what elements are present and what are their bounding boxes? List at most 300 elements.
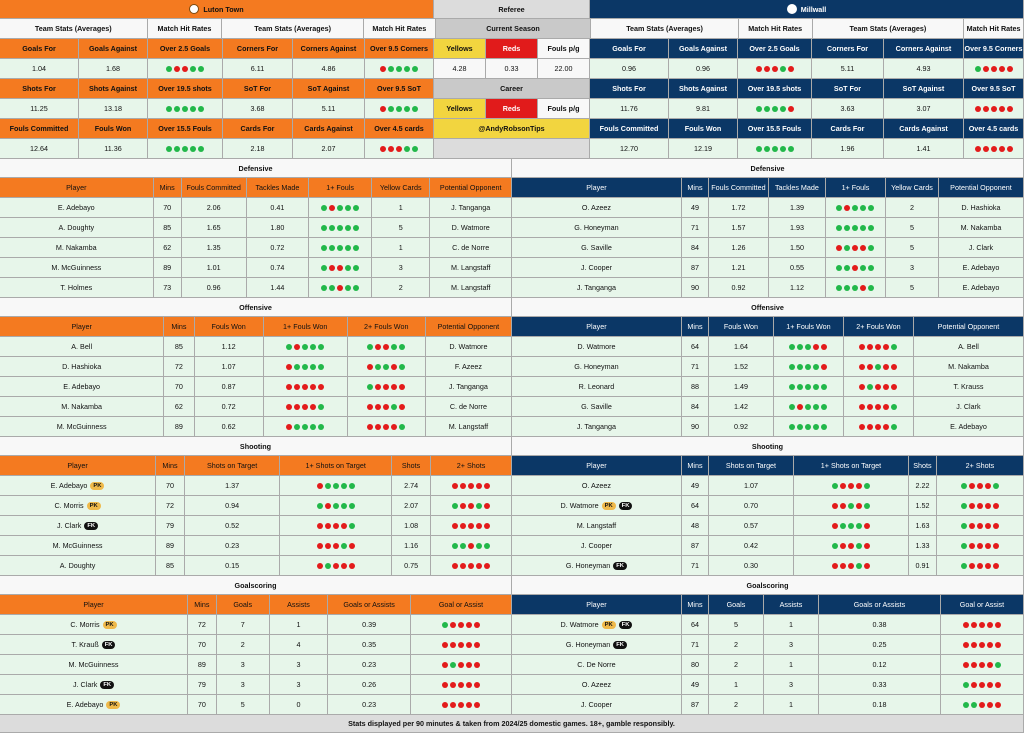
stat-label: Corners Against xyxy=(293,39,365,59)
green-dot xyxy=(844,285,850,291)
referee-title: Referee xyxy=(434,0,590,19)
table-cell: 4 xyxy=(270,635,328,655)
hit-rate-dots xyxy=(789,364,827,370)
table-cell: 1.65 xyxy=(182,218,247,238)
player-name-text: A. Doughty xyxy=(58,223,95,232)
hit-rate-dots xyxy=(844,357,914,377)
green-dot xyxy=(404,66,410,72)
table-cell: 0.57 xyxy=(709,516,794,536)
stat-value: 12.70 xyxy=(590,139,669,159)
stat-value: 2.07 xyxy=(293,139,365,159)
table-cell: 3 xyxy=(764,635,819,655)
player-name xyxy=(0,536,156,556)
referee-label: Yellows xyxy=(434,39,486,59)
green-dot xyxy=(321,285,327,291)
red-dot xyxy=(864,563,870,569)
red-dot xyxy=(294,384,300,390)
free-kick-taker-badge: FK xyxy=(619,502,633,510)
red-dot xyxy=(860,245,866,251)
hit-rate-dots xyxy=(832,503,870,509)
stat-label: Over 19.5 shots xyxy=(738,79,812,99)
table-cell: T. Krauss xyxy=(914,377,1024,397)
player-name xyxy=(512,556,682,576)
column-header: 1+ Shots on Target xyxy=(280,456,392,476)
hit-rate-dots xyxy=(961,523,999,529)
column-header: Mins xyxy=(682,456,709,476)
red-dot xyxy=(399,404,405,410)
table-cell: 89 xyxy=(154,258,182,278)
red-dot xyxy=(367,364,373,370)
hit-rate-dots xyxy=(321,265,359,271)
red-dot xyxy=(999,106,1005,112)
column-header: 1+ Fouls Won xyxy=(264,317,348,337)
table-cell: 85 xyxy=(164,337,194,357)
table-cell: 88 xyxy=(682,377,709,397)
table-cell: 0.52 xyxy=(185,516,281,536)
player-name xyxy=(0,377,164,397)
player-name xyxy=(0,556,156,576)
table-cell: M. Langstaff xyxy=(426,417,512,437)
hit-rate-dots xyxy=(348,397,426,417)
table-cell: 1.64 xyxy=(709,337,774,357)
stat-value: 9.81 xyxy=(669,99,738,119)
table-cell: 89 xyxy=(164,417,194,437)
red-dot xyxy=(442,682,448,688)
player-name-text: J. Cooper xyxy=(580,700,613,709)
handle: @AndyRobsonTips xyxy=(434,119,590,139)
table-cell: 3 xyxy=(764,675,819,695)
table-cell: 1.01 xyxy=(182,258,247,278)
team-name-luton xyxy=(0,0,434,19)
green-dot xyxy=(797,384,803,390)
stat-value: 0.96 xyxy=(669,59,738,79)
player-name-text: M. Langstaff xyxy=(576,521,617,530)
table-cell: 1.21 xyxy=(709,258,769,278)
column-header: 1+ Fouls Won xyxy=(774,317,844,337)
player-name-text: J. Cooper xyxy=(580,263,613,272)
red-dot xyxy=(993,523,999,529)
table-cell: 84 xyxy=(682,238,709,258)
blank xyxy=(434,139,590,159)
table-cell: J. Clark xyxy=(939,238,1024,258)
table-cell: 90 xyxy=(682,417,709,437)
red-dot xyxy=(317,563,323,569)
hit-rate-dots xyxy=(317,483,355,489)
table-cell: 85 xyxy=(156,556,185,576)
red-dot xyxy=(341,563,347,569)
referee-label: Reds xyxy=(486,39,538,59)
hit-rate-dots xyxy=(348,417,426,437)
stat-label: SoT For xyxy=(812,79,884,99)
table-cell: 0 xyxy=(270,695,328,715)
player-name xyxy=(0,635,188,655)
row xyxy=(0,79,1024,99)
table-cell: 0.23 xyxy=(328,695,411,715)
table-cell: 3 xyxy=(217,675,270,695)
green-dot xyxy=(864,483,870,489)
table-cell: 89 xyxy=(156,536,185,556)
luton-crest-icon xyxy=(189,4,199,14)
red-dot xyxy=(867,424,873,430)
green-dot xyxy=(345,265,351,271)
hit-rate-dots xyxy=(309,258,372,278)
red-dot xyxy=(375,424,381,430)
red-dot xyxy=(452,523,458,529)
green-dot xyxy=(321,205,327,211)
red-dot xyxy=(883,364,889,370)
green-dot xyxy=(190,66,196,72)
green-dot xyxy=(813,424,819,430)
player-name xyxy=(0,357,164,377)
red-dot xyxy=(476,523,482,529)
stat-label: Over 9.5 SoT xyxy=(964,79,1024,99)
table-cell: 7 xyxy=(217,615,270,635)
green-dot xyxy=(971,702,977,708)
red-dot xyxy=(375,344,381,350)
green-dot xyxy=(166,146,172,152)
green-dot xyxy=(867,384,873,390)
red-dot xyxy=(977,483,983,489)
table-cell: 90 xyxy=(682,278,709,298)
stat-value: 3.07 xyxy=(884,99,964,119)
green-dot xyxy=(476,543,482,549)
green-dot xyxy=(460,543,466,549)
row xyxy=(0,19,1024,39)
row xyxy=(0,595,1024,615)
table-cell: 5 xyxy=(709,615,764,635)
referee-value: 22.00 xyxy=(538,59,590,79)
stat-value: 5.11 xyxy=(293,99,365,119)
red-dot xyxy=(341,523,347,529)
green-dot xyxy=(321,225,327,231)
column-header: Player xyxy=(0,456,156,476)
section-title-left: Shooting xyxy=(0,437,512,456)
row xyxy=(0,139,1024,159)
table-cell: 2.07 xyxy=(392,496,431,516)
stats-header: Team Stats (Averages) xyxy=(222,19,364,39)
green-dot xyxy=(391,344,397,350)
red-dot xyxy=(977,523,983,529)
red-dot xyxy=(468,563,474,569)
hit-rate-dots xyxy=(774,377,844,397)
red-dot xyxy=(852,265,858,271)
red-dot xyxy=(329,205,335,211)
player-name-text: D. Watmore xyxy=(560,620,599,629)
referee-value: 0.33 xyxy=(486,59,538,79)
red-dot xyxy=(859,384,865,390)
hit-rate-dots xyxy=(975,66,1013,72)
player-name xyxy=(512,675,682,695)
table-cell: 3 xyxy=(217,655,270,675)
player-name-text: O. Azeez xyxy=(581,203,612,212)
table-cell: 80 xyxy=(682,655,709,675)
table-cell: 1.80 xyxy=(247,218,310,238)
hit-rate-dots xyxy=(309,218,372,238)
row xyxy=(0,119,1024,139)
table-cell: 1.50 xyxy=(769,238,826,258)
red-dot xyxy=(474,662,480,668)
green-dot xyxy=(329,285,335,291)
table-cell: 1 xyxy=(764,695,819,715)
red-dot xyxy=(971,682,977,688)
hit-rate-dots xyxy=(941,675,1024,695)
green-dot xyxy=(182,146,188,152)
column-header: Mins xyxy=(154,178,182,198)
table-cell: 71 xyxy=(682,218,709,238)
hit-rate-dots xyxy=(367,344,405,350)
table-cell: 1.12 xyxy=(769,278,826,298)
player-name xyxy=(512,695,682,715)
red-dot xyxy=(450,642,456,648)
hit-rate-dots xyxy=(166,146,204,152)
player-name xyxy=(512,417,682,437)
red-dot xyxy=(999,146,1005,152)
table-cell: 0.72 xyxy=(195,397,264,417)
row xyxy=(0,437,1024,456)
red-dot xyxy=(883,424,889,430)
table-cell: 1.35 xyxy=(182,238,247,258)
column-header: Fouls Won xyxy=(195,317,264,337)
hit-rate-dots xyxy=(411,655,512,675)
green-dot xyxy=(864,503,870,509)
hit-rate-dots xyxy=(826,278,886,298)
player-name xyxy=(0,476,156,496)
table-cell: 0.42 xyxy=(709,536,794,556)
red-dot xyxy=(844,205,850,211)
red-dot xyxy=(452,483,458,489)
green-dot xyxy=(961,563,967,569)
column-header: Mins xyxy=(682,595,709,615)
green-dot xyxy=(399,424,405,430)
red-dot xyxy=(286,384,292,390)
table-cell: F. Azeez xyxy=(426,357,512,377)
hit-rate-dots xyxy=(280,536,392,556)
stat-label: Cards For xyxy=(812,119,884,139)
green-dot xyxy=(329,225,335,231)
hit-rate-dots xyxy=(859,344,897,350)
stat-value: 12.64 xyxy=(0,139,79,159)
green-dot xyxy=(442,622,448,628)
player-name-text: R. Leonard xyxy=(578,382,615,391)
stat-value: 1.68 xyxy=(79,59,148,79)
red-dot xyxy=(468,523,474,529)
referee-career: Career xyxy=(434,79,590,99)
red-dot xyxy=(182,66,188,72)
table-cell: 0.30 xyxy=(709,556,794,576)
hit-rate-dots xyxy=(367,404,405,410)
stat-value: 2.18 xyxy=(223,139,293,159)
row xyxy=(0,99,1024,119)
hit-rate-dots xyxy=(321,205,359,211)
table-cell: 2 xyxy=(709,635,764,655)
green-dot xyxy=(353,265,359,271)
player-name xyxy=(512,496,682,516)
hit-rate-dots xyxy=(367,384,405,390)
hit-rate-dots xyxy=(826,198,886,218)
player-name xyxy=(0,278,154,298)
hit-rate-dots xyxy=(941,655,1024,675)
column-header: Player xyxy=(512,595,682,615)
stat-label: Cards Against xyxy=(293,119,365,139)
green-dot xyxy=(341,543,347,549)
hit-rate-dots xyxy=(431,496,512,516)
green-dot xyxy=(789,364,795,370)
red-dot xyxy=(797,404,803,410)
green-dot xyxy=(856,563,862,569)
green-dot xyxy=(349,483,355,489)
red-dot xyxy=(991,106,997,112)
hit-rate-dots xyxy=(963,682,1001,688)
table-cell: J. Clark xyxy=(914,397,1024,417)
green-dot xyxy=(388,66,394,72)
penalty-taker-badge: PK xyxy=(602,621,616,629)
red-dot xyxy=(891,384,897,390)
column-header: Yellow Cards xyxy=(372,178,431,198)
hit-rate-dots xyxy=(442,642,480,648)
penalty-taker-badge: PK xyxy=(602,502,616,510)
red-dot xyxy=(969,523,975,529)
column-header: 2+ Shots xyxy=(937,456,1024,476)
section-title-right: Shooting xyxy=(512,437,1024,456)
table-cell: 1.12 xyxy=(195,337,264,357)
table-cell: 0.12 xyxy=(819,655,941,675)
hit-rate-dots xyxy=(317,543,355,549)
row xyxy=(0,675,1024,695)
red-dot xyxy=(458,642,464,648)
red-dot xyxy=(460,483,466,489)
red-dot xyxy=(859,364,865,370)
green-dot xyxy=(840,523,846,529)
red-dot xyxy=(883,344,889,350)
row xyxy=(0,456,1024,476)
table-cell: 1.49 xyxy=(709,377,774,397)
stat-value: 1.41 xyxy=(884,139,964,159)
row xyxy=(0,178,1024,198)
red-dot xyxy=(977,563,983,569)
millwall-crest-icon xyxy=(787,4,797,14)
table-cell: M. Langstaff xyxy=(430,258,512,278)
column-header: Shots on Target xyxy=(709,456,794,476)
player-name-text: O. Azeez xyxy=(581,680,612,689)
green-dot xyxy=(860,265,866,271)
column-header: Shots xyxy=(909,456,937,476)
table-cell: 5 xyxy=(372,218,431,238)
table-cell: 5 xyxy=(886,218,939,238)
hit-rate-dots xyxy=(348,377,426,397)
table-cell: 2 xyxy=(709,655,764,675)
green-dot xyxy=(353,285,359,291)
hit-rate-dots xyxy=(963,642,1001,648)
red-dot xyxy=(399,384,405,390)
table-cell: C. de Norre xyxy=(426,397,512,417)
green-dot xyxy=(353,245,359,251)
green-dot xyxy=(476,503,482,509)
green-dot xyxy=(836,285,842,291)
player-name xyxy=(0,238,154,258)
red-dot xyxy=(883,384,889,390)
stat-label: Over 2.5 Goals xyxy=(738,39,812,59)
red-dot xyxy=(337,285,343,291)
table-cell: 0.23 xyxy=(185,536,281,556)
green-dot xyxy=(772,106,778,112)
table-cell: 5 xyxy=(217,695,270,715)
table-cell: 0.96 xyxy=(182,278,247,298)
green-dot xyxy=(404,146,410,152)
red-dot xyxy=(983,106,989,112)
table-cell: M. Langstaff xyxy=(430,278,512,298)
green-dot xyxy=(891,424,897,430)
column-header: Goal or Assist xyxy=(411,595,512,615)
red-dot xyxy=(302,384,308,390)
hit-rate-dots xyxy=(264,337,348,357)
stat-value: 12.19 xyxy=(669,139,738,159)
red-dot xyxy=(859,424,865,430)
stat-value: 11.76 xyxy=(590,99,669,119)
red-dot xyxy=(474,622,480,628)
green-dot xyxy=(805,384,811,390)
red-dot xyxy=(442,642,448,648)
player-name xyxy=(0,615,188,635)
green-dot xyxy=(310,364,316,370)
hit-rate-dots xyxy=(832,523,870,529)
green-dot xyxy=(848,523,854,529)
red-dot xyxy=(294,404,300,410)
red-dot xyxy=(476,483,482,489)
green-dot xyxy=(302,344,308,350)
section-title-left: Defensive xyxy=(0,159,512,178)
red-dot xyxy=(993,543,999,549)
green-dot xyxy=(198,66,204,72)
green-dot xyxy=(805,424,811,430)
table-cell: 79 xyxy=(188,675,217,695)
hit-rate-dots xyxy=(317,563,355,569)
table-cell: 48 xyxy=(682,516,709,536)
red-dot xyxy=(963,622,969,628)
red-dot xyxy=(848,563,854,569)
table-cell: 0.94 xyxy=(185,496,281,516)
player-name-text: A. Doughty xyxy=(59,561,96,570)
table-cell: 70 xyxy=(188,695,217,715)
stat-label: Over 9.5 SoT xyxy=(365,79,434,99)
stat-label: Goals Against xyxy=(79,39,148,59)
hit-rate-dots xyxy=(280,556,392,576)
hit-rate-dots xyxy=(380,106,418,112)
hit-rate-dots xyxy=(442,702,480,708)
green-dot xyxy=(961,483,967,489)
hit-rate-dots xyxy=(794,556,909,576)
red-dot xyxy=(474,682,480,688)
red-dot xyxy=(864,523,870,529)
green-dot xyxy=(868,225,874,231)
player-name-text: E. Adebayo xyxy=(63,382,101,391)
hit-rate-dots xyxy=(937,496,1024,516)
green-dot xyxy=(805,364,811,370)
green-dot xyxy=(452,503,458,509)
red-dot xyxy=(468,543,474,549)
green-dot xyxy=(412,146,418,152)
row xyxy=(0,337,1024,357)
hit-rate-dots xyxy=(794,516,909,536)
table-cell: 1 xyxy=(764,655,819,675)
red-dot xyxy=(985,543,991,549)
hit-rate-dots xyxy=(442,682,480,688)
player-name-text: J. Tanganga xyxy=(576,422,616,431)
green-dot xyxy=(797,424,803,430)
red-dot xyxy=(484,503,490,509)
table-cell: 1.42 xyxy=(709,397,774,417)
hit-rate-dots xyxy=(365,139,434,159)
red-dot xyxy=(1007,106,1013,112)
